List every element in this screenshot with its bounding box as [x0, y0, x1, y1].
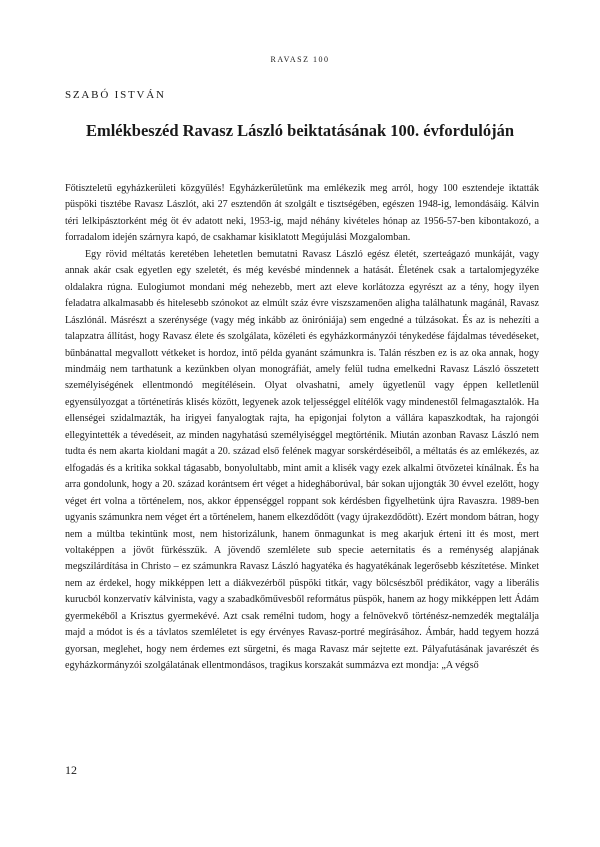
body-paragraph: Főtiszteletű egyházkerületi közgyűlés! Egyházkerületünk ma emlékezik meg arról, hogy 100 esztendeje iktatták püspöki tisztébe Ravasz Lászlót, aki 27 esztendőn át szolgált e tisztségében, egészen 1948-ig, lemondásáig. Kálvin téri lelkipásztorként még öt év adatott neki, 1953-ig, majd néhány kivételes hónap az 1956-57-ben kibontakozó, a forradalom idején szárnyra kapó, de csakhamar kisiklatott Megújulási Mozgalomban. [65, 183, 539, 244]
article-body [65, 181, 539, 675]
page-number: 12 [65, 763, 77, 777]
article-title: Emlékbeszéd Ravasz László beiktatásának 100. évfordulóján [85, 121, 515, 140]
body-paragraph: Egy rövid méltatás keretében lehetetlen bemutatni Ravasz László egész életét, szerteágazó munkáját, vagy annak akár csak egyetlen egy szeletét, és még kevésbé mindennek a hatását. Életének csak a tartalomjegyzéke oldalakra rúgna. Eulogiumot mondani még nehezebb, mert azt eleve korlátozza egyrészt az a tény, hogy ilyen feladatra alkalmasabb és hitelesebb szónokot az elmúlt száz évre viszszamenően aligha találhatunk magánál, Ravasz Lászlónál. Másrészt a szerénysége (vagy még inkább az öniróniája) sem engedné a túlzásokat. És az is nehezíti a talapzatra állítást, hogy Ravasz élete és szolgálata, közéleti és egyházkormányzói ténykedése fájdalmas tévedéseket, bűnbánattal megvallott vétkeket is hordoz, intő példa gyanánt számunkra is. Talán részben ez is az oka annak, hogy mindmáig nem tarthatunk a kezünkben olyan monográfiát, amely felül tudna emelkedni Ravasz László összetett személyiségének ellentmondó megítélésein. Olyat olvashatni, amely ügyetlenül vagy éppen kelletlenül egyensúlyozgat a történetírás klisés között, legyenek azok teljességgel elítélők vagy mindenestől felmagasztalók. Ha ellenségei szidalmazták, ha irigyei fanyalogtak rajta, ha epigonjai folyton a vállára kapaszkodtak, ha rajongói ellegyintették a tévedéseit, az minden nagyhatású személyiséggel megtörténik. Miután azonban Ravasz László nem tudta és nem akarta kioldani magát a 20. század első felének magyar sorskérdéseiből, a méltatás és az emlékezés, az elfogadás és a kritika sokkal tágasabb, bonyolultabb, mint amit a klisék vagy ezek alkalmi ötvözetei kínálnak. És ha arra gondolunk, hogy a 20. század korántsem ért véget a hidegháborúval, bár sokan ujjongták 30 évvel ezelőtt, hogy véget ért volna a történelem, nos, akkor éppenséggel roppant sok kérdésben figyelhetünk újra Ravaszra. 1989-ben ugyanis számunkra nem véget ért a történelem, hanem elkezdődött (vagy újrakezdődött). Ezért mondom bátran, hogy nem a múltba tekintünk most, nem historizálunk, hanem önmagunkat is meg akarjuk érteni itt és most, mert voltaképpen a jövőt fürkésszük. A jövendő szemlélete sub specie aeternitatis és a reménység alapjának megszilárdítása in Christo – ez számunkra Ravasz László hagyatéka és hagyatékának legerősebb készítetése. Minket nem az érdekel, hogy mikképpen lett a diákvezérből püspöki titkár, vagy bölcsészből prédikátor, vagy a liberális kurucból konzervatív kálvinista, vagy a szabadkőművesből református püspök, hanem az hogy mikképpen lett Ádám gyermekéből a Krisztus gyermekévé. Azt csak remélni tudom, hogy a felnövekvő történész-nemzedék megtalálja majd a módot is és a távlatos szemléletet is egy érvényes Ravasz-portré megírásához. Ámbár, hadd tegyem hozzá gyorsan, meglehet, hogy nem érdemes ezt sürgetni, és maga Ravasz már sejtette ezt. Pályafutásának javarészét és egyházkormányzói szolgálatának ellentmondásos, tragikus korszakát summázva ezt mondja: „A végső [65, 248, 539, 672]
author-name: SZABÓ ISTVÁN [65, 89, 166, 101]
running-head: RAVASZ 100 [270, 55, 330, 64]
